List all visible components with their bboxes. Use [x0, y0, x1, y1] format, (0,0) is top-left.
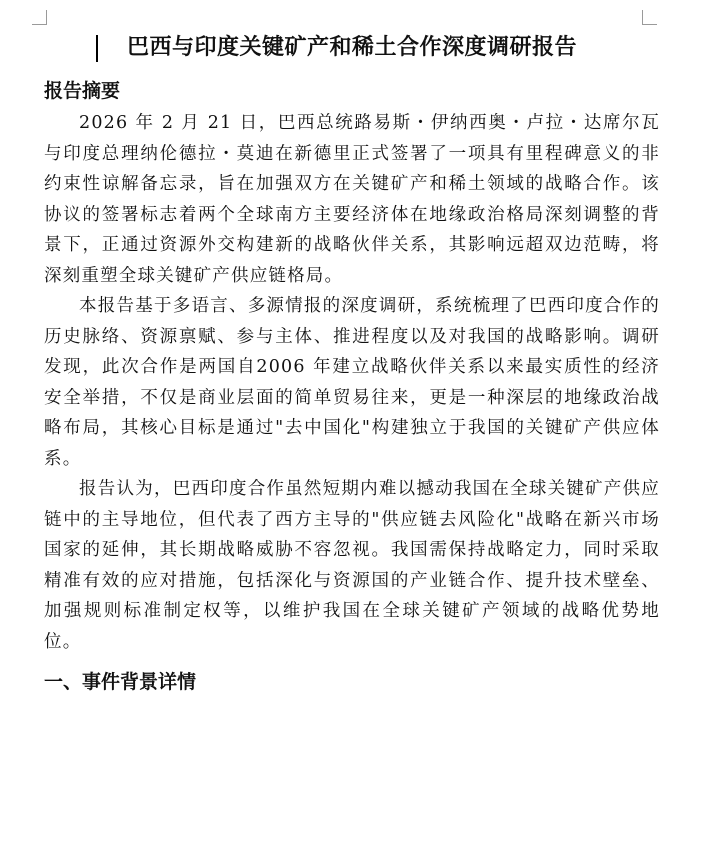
text-cursor	[96, 35, 98, 62]
paragraph-3: 报告认为，巴西印度合作虽然短期内难以撼动我国在全球关键矿产供应链中的主导地位，但代表了西方主导的"供应链去风险化"战略在新兴市场国家的延伸，其长期战略威胁不容忽视。我国需保持战略定力，同时采取精准有效的应对措施，包括深化与资源国的产业链合作、提升技术壁垒、加强规则标准制定权等，以维护我国在全球关键矿产领域的战略优势地位。	[44, 479, 660, 652]
document-page[interactable]	[44, 28, 660, 699]
page-corner-mark-top-left	[32, 10, 47, 25]
section-heading-background: 一、事件背景详情	[44, 671, 197, 693]
paragraph-1: 2026 年 2 月 21 日，巴西总统路易斯・伊纳西奥・卢拉・达席尔瓦与印度总理纳伦德拉・莫迪在新德里正式签署了一项具有里程碑意义的非约束性谅解备忘录，旨在加强双方在关键矿产和稀土领域的战略合作。该协议的签署标志着两个全球南方主要经济体在地缘政治格局深刻调整的背景下，正通过资源外交构建新的战略伙伴关系，其影响远超双边范畴，将深刻重塑全球关键矿产供应链格局。	[44, 113, 660, 286]
document-title[interactable]	[44, 28, 660, 68]
abstract-heading: 报告摘要	[44, 80, 121, 102]
paragraph-2: 本报告基于多语言、多源情报的深度调研，系统梳理了巴西印度合作的历史脉络、资源禀赋、参与主体、推进程度以及对我国的战略影响。调研发现，此次合作是两国自2006 年建立战略伙伴关系以来最实质性的经济安全举措，不仅是商业层面的简单贸易往来，更是一种深层的地缘政治战略布局，其核心目标是通过"去中国化"构建独立于我国的关键矿产供应体系。	[44, 296, 660, 469]
page-corner-mark-top-right	[642, 10, 657, 25]
document-title-text: 巴西与印度关键矿产和稀土合作深度调研报告	[126, 35, 577, 60]
